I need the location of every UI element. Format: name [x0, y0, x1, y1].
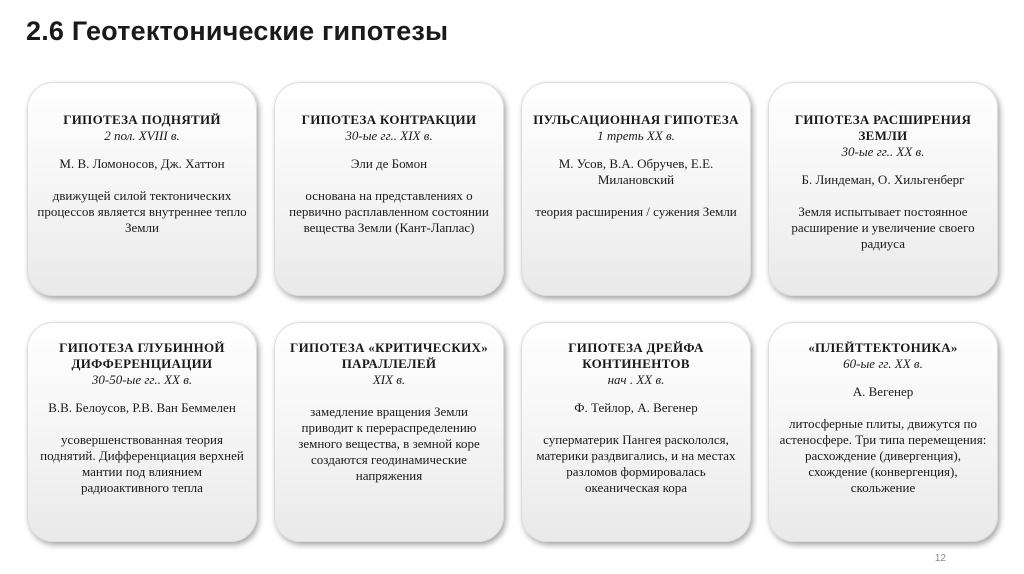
hypothesis-card-contraction	[274, 82, 504, 296]
page-number: 12	[934, 553, 946, 564]
hypothesis-card-expansion	[768, 82, 998, 296]
hypothesis-card-continental-drift	[521, 322, 751, 542]
hypothesis-description: движущей силой тектонических процессов является внутреннее тепло Земли	[37, 188, 247, 235]
hypothesis-card-critical-parallels	[274, 322, 504, 542]
hypothesis-card-plate-tectonics	[768, 322, 998, 542]
hypothesis-period: нач . XX в.	[607, 372, 665, 387]
hypothesis-name: ГИПОТЕЗА КОНТРАКЦИИ	[301, 112, 477, 127]
hypothesis-authors: В.В. Белоусов, Р.В. Ван Беммелен	[48, 400, 236, 415]
hypothesis-authors: М. Усов, В.А. Обручев, Е.Е. Милановский	[558, 156, 714, 187]
hypothesis-card-pulsation	[521, 82, 751, 296]
hypothesis-card-uplift	[27, 82, 257, 296]
hypothesis-description: замедление вращения Земли приводит к перераспределению земного вещества, в земной коре создаются геодинамические напряжения	[298, 404, 480, 483]
hypothesis-period: XIX в.	[372, 372, 406, 387]
hypothesis-period: 30-ые гг.. XX в.	[841, 144, 925, 159]
hypothesis-authors: Б. Линдеман, О. Хильгенберг	[801, 172, 965, 187]
hypothesis-authors: Ф. Тейлор, А. Вегенер	[574, 400, 698, 415]
hypothesis-card-deep-differentiation	[27, 322, 257, 542]
hypothesis-description: литосферные плиты, движутся по астеносфере. Три типа перемещения: расхождение (дивергенция), схождение (конвергенция), скольжение	[779, 416, 987, 495]
hypothesis-name: ГИПОТЕЗА ГЛУБИННОЙ ДИФФЕРЕНЦИАЦИИ	[59, 340, 225, 371]
hypothesis-period: 30-50-ые гг.. XX в.	[91, 372, 193, 387]
hypothesis-authors: М. В. Ломоносов, Дж. Хаттон	[59, 156, 225, 171]
hypothesis-period: 60-ые гг. XX в.	[843, 356, 923, 371]
hypothesis-period: 1 треть XX в.	[597, 128, 675, 143]
hypothesis-name: ПУЛЬСАЦИОННАЯ ГИПОТЕЗА	[533, 112, 739, 127]
hypothesis-period: 2 пол. XVIII в.	[104, 128, 180, 143]
hypothesis-description: Земля испытывает постоянное расширение и увеличение своего радиуса	[791, 204, 975, 251]
hypothesis-description: теория расширения / сужения Земли	[535, 204, 737, 219]
hypotheses-grid	[27, 82, 1007, 542]
page-title: 2.6 Геотектонические гипотезы	[26, 16, 449, 46]
hypothesis-description: усовершенствованная теория поднятий. Дифференциация верхней мантии под влиянием радиоактивного тепла	[40, 432, 244, 495]
hypothesis-authors: А. Вегенер	[852, 384, 914, 399]
hypothesis-name: ГИПОТЕЗА «КРИТИЧЕСКИХ» ПАРАЛЛЕЛЕЙ	[290, 340, 488, 371]
hypothesis-name: ГИПОТЕЗА РАСШИРЕНИЯ ЗЕМЛИ	[794, 112, 972, 143]
hypothesis-name: «ПЛЕЙТТЕКТОНИКА»	[808, 340, 958, 355]
hypothesis-description: основана на представлениях о первично расплавленном состоянии вещества Земли (Кант-Лаплас)	[289, 188, 489, 235]
hypothesis-name: ГИПОТЕЗА ДРЕЙФА КОНТИНЕНТОВ	[568, 340, 704, 371]
hypothesis-name: ГИПОТЕЗА ПОДНЯТИЙ	[63, 112, 221, 127]
hypothesis-description: суперматерик Пангея раскололся, материки раздвигались, и на местах разломов формировалась океаническая кора	[536, 432, 736, 495]
hypothesis-authors: Эли де Бомон	[350, 156, 428, 171]
hypothesis-period: 30-ые гг.. XIX в.	[345, 128, 433, 143]
